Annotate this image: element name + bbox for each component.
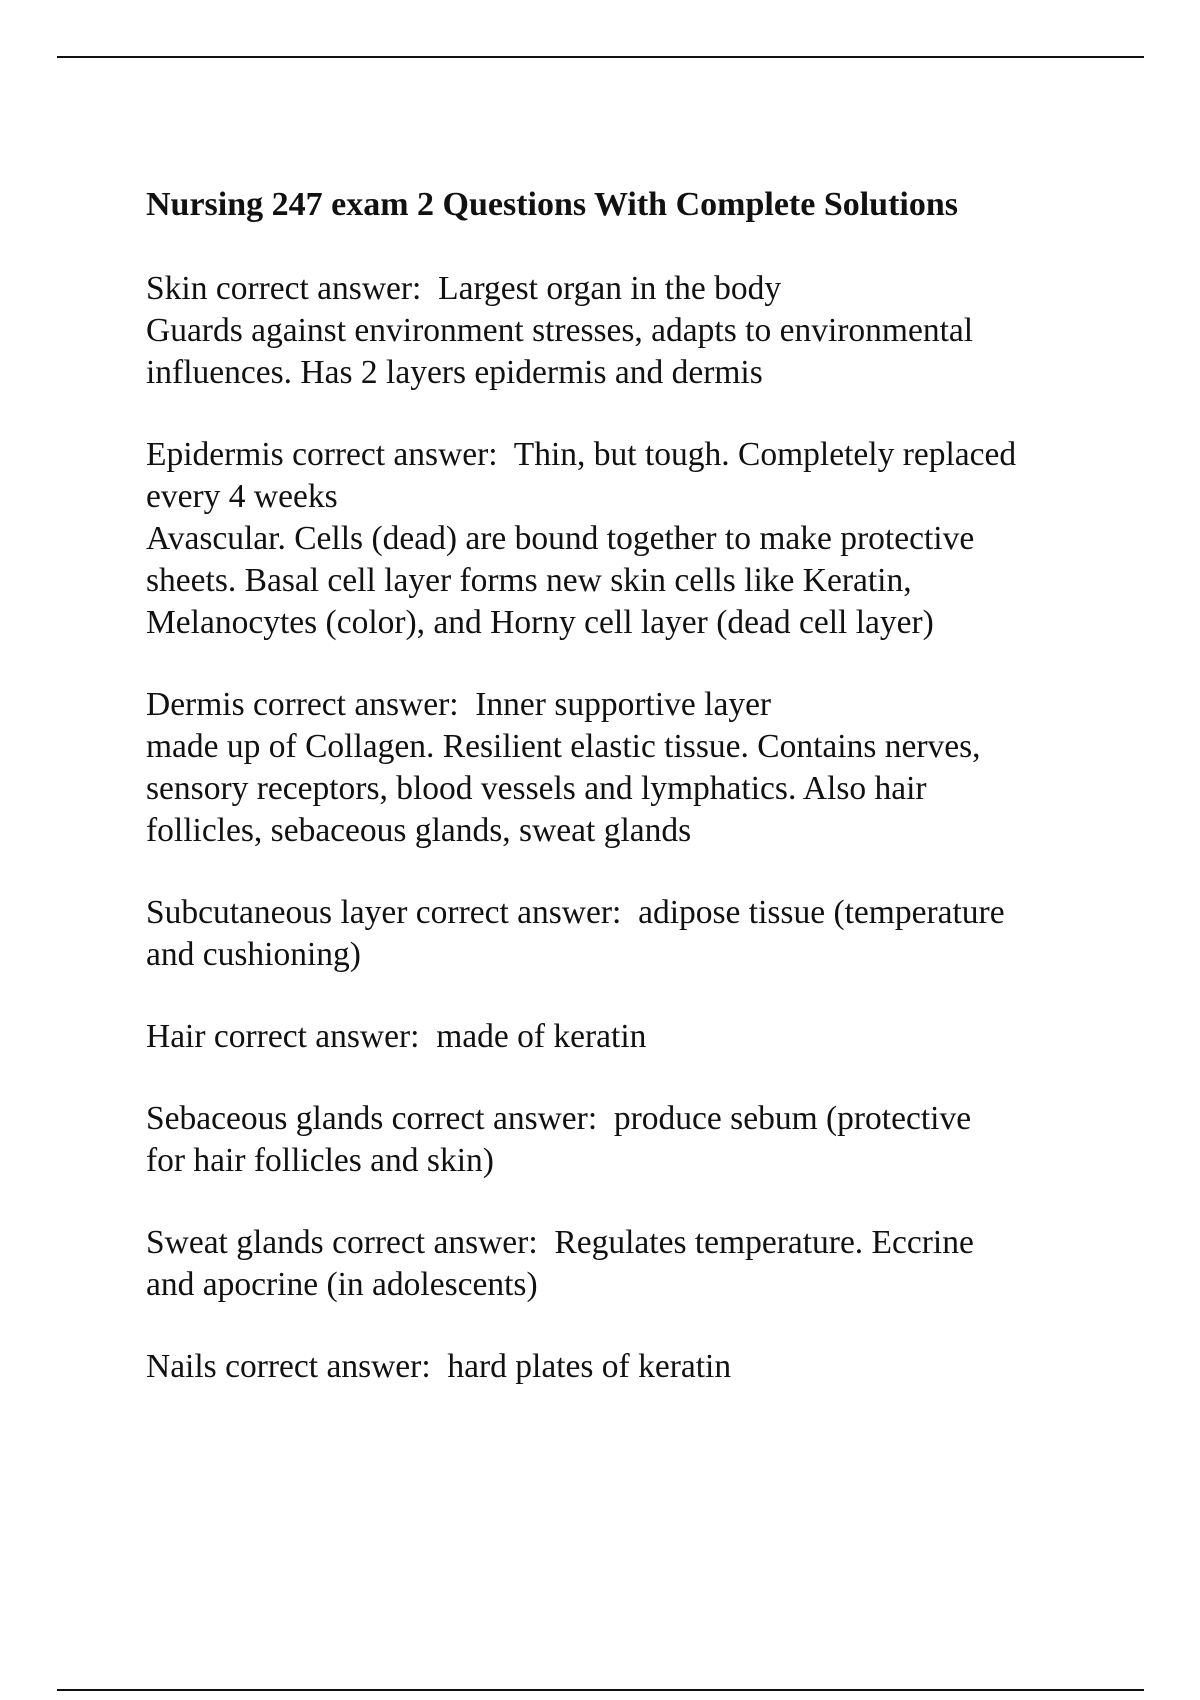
entry-nails (146, 1346, 1106, 1388)
entry-separator: correct answer: (407, 894, 639, 931)
entry-separator: correct answer: (283, 436, 514, 473)
entry-term: Subcutaneous layer (146, 894, 408, 931)
entry-separator: correct answer: (383, 1100, 614, 1137)
entry-separator: correct answer: (216, 1348, 448, 1385)
entry-term: Dermis (146, 686, 245, 723)
entry-term: Hair (146, 1018, 206, 1055)
bottom-rule (57, 1689, 1144, 1691)
entry-details: made up of Collagen. Resilient elastic tissue. Contains nerves, sensory receptors, blood vessels and lymphatics. Also hair follicles, sebaceous glands, sweat glands (146, 728, 981, 849)
entry-term: Epidermis (146, 436, 284, 473)
entry-answer: Thin, but tough. Completely replaced every 4 weeks (146, 436, 1017, 515)
document-body (146, 184, 1106, 1428)
entry-answer: Regulates temperature. Eccrine and apocrine (in adolescents) (146, 1224, 974, 1303)
entry-dermis (146, 684, 1106, 852)
entry-separator: correct answer: (207, 270, 439, 307)
entry-sebaceous-glands (146, 1098, 1106, 1182)
entry-term: Skin (146, 270, 208, 307)
document-title: Nursing 247 exam 2 Questions With Complete Solutions (146, 186, 958, 223)
entry-term: Nails (146, 1348, 217, 1385)
entry-separator: correct answer: (244, 686, 476, 723)
entry-details: Guards against environment stresses, adapts to environmental influences. Has 2 layers epidermis and dermis (146, 312, 974, 391)
entry-epidermis (146, 434, 1106, 644)
entry-term: Sebaceous glands (146, 1100, 384, 1137)
entry-separator: correct answer: (323, 1224, 555, 1261)
entry-separator: correct answer: (205, 1018, 437, 1055)
entry-details: Avascular. Cells (dead) are bound together to make protective sheets. Basal cell layer forms new skin cells like Keratin, Melanocytes (color), and Horny cell layer (dead cell layer) (146, 520, 975, 641)
entry-skin (146, 268, 1106, 394)
top-rule (57, 56, 1144, 58)
entry-sweat-glands (146, 1222, 1106, 1306)
entry-answer: made of keratin (436, 1018, 647, 1055)
entry-hair (146, 1016, 1106, 1058)
entry-answer: Inner supportive layer (475, 686, 772, 723)
entry-term: Sweat glands (146, 1224, 324, 1261)
entry-answer: Largest organ in the body (438, 270, 782, 307)
entry-answer: adipose tissue (temperature and cushioning) (146, 894, 1005, 973)
entry-answer: produce sebum (protective for hair follicles and skin) (146, 1100, 972, 1179)
entry-answer: hard plates of keratin (447, 1348, 732, 1385)
entry-subcutaneous-layer (146, 892, 1106, 976)
